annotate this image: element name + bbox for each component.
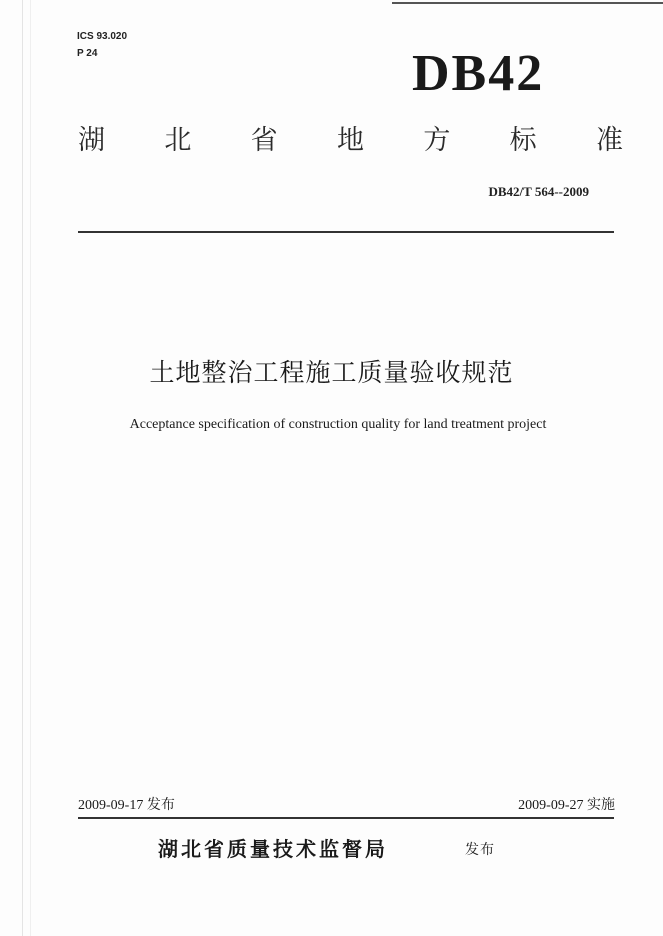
document-title-english: Acceptance specification of construction quality for land treatment project [129, 417, 547, 432]
standard-type-char: 准 [595, 125, 623, 156]
standard-number: DB42/T 564--2009 [488, 184, 589, 199]
scan-edge-line [392, 2, 663, 4]
standard-type-char: 湖 [78, 125, 105, 156]
scan-left-edge [22, 0, 23, 936]
ics-code: ICS 93.020 [77, 31, 128, 42]
standard-type-char: 省 [250, 125, 278, 156]
standard-type-char: 北 [164, 125, 192, 156]
effective-date: 2009-09-27 实施 [518, 798, 615, 813]
standard-type-char: 方 [423, 125, 451, 156]
issue-date: 2009-09-17 发布 [78, 798, 175, 813]
ccs-code: P 24 [77, 48, 98, 59]
scan-left-edge-secondary [30, 0, 31, 936]
standard-type-char: 标 [509, 125, 537, 156]
bottom-divider [78, 817, 614, 819]
publisher-name: 湖北省质量技术监督局 [158, 837, 388, 861]
top-divider [78, 231, 614, 233]
document-title-chinese: 土地整治工程施工质量验收规范 [149, 358, 514, 387]
publish-label: 发布 [465, 842, 495, 858]
standard-type-heading [78, 124, 623, 158]
standard-type-char: 地 [336, 125, 364, 156]
standard-code-logo: DB42 [412, 45, 545, 102]
